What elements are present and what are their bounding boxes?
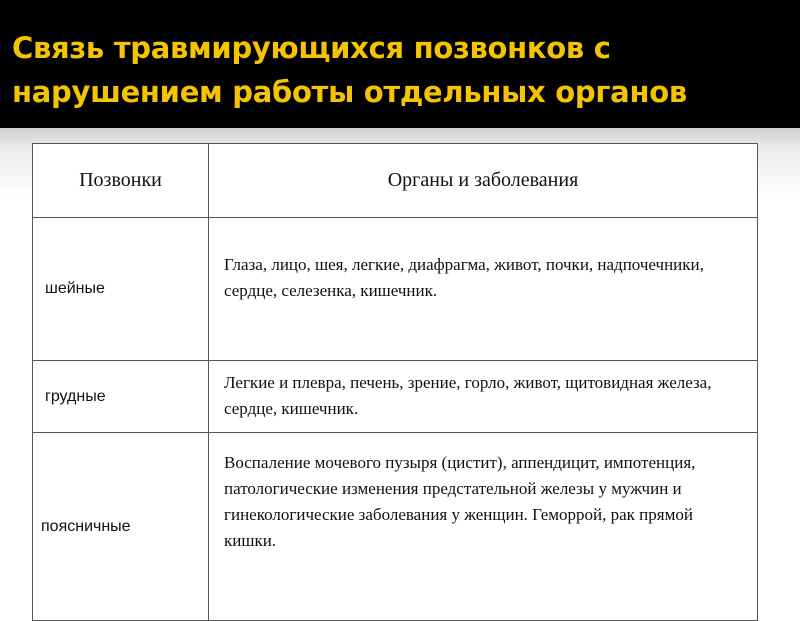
organs-cell: Глаза, лицо, шея, легкие, диафрагма, живот, почки, надпочечники, сердце, селезенка, кишечник. [209,218,758,361]
vertebrae-cell: шейные [33,218,209,361]
header-vertebrae: Позвонки [33,144,209,218]
organs-cell: Легкие и плевра, печень, зрение, горло, живот, щитовидная железа, сердце, кишечник. [209,361,758,433]
vertebrae-cell: грудные [33,361,209,433]
table-row [33,433,758,621]
title-bar [0,0,800,128]
table-row [33,361,758,433]
organs-cell: Воспаление мочевого пузыря (цистит), аппендицит, импотенция, патологические изменения предстательной железы у мужчин и гинекологические заболевания у женщин. Геморрой, рак прямой кишки. [209,433,758,621]
table-row [33,218,758,361]
slide-title: Связь травмирующихся позвонков с нарушением работы отдельных органов [12,31,687,109]
vertebrae-organs-table [32,143,758,621]
table-header-row [33,144,758,218]
vertebrae-cell: поясничные [33,433,209,621]
header-organs: Органы и заболевания [209,144,758,218]
